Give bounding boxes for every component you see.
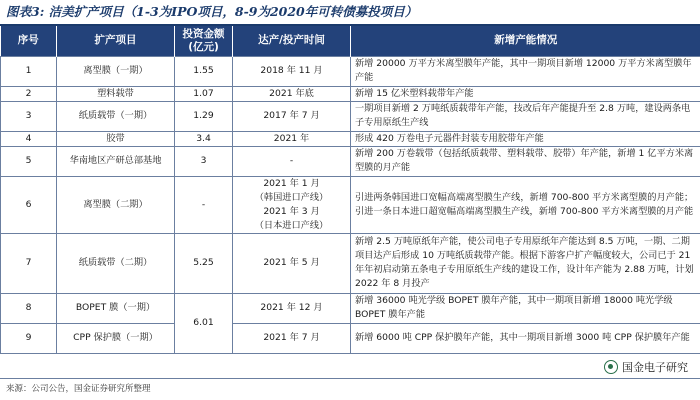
row-no: 3 [1, 101, 57, 131]
row-time [233, 233, 351, 293]
row-invest: 5.25 [175, 233, 233, 293]
row-time [233, 146, 351, 176]
row-project: 胶带 [57, 131, 175, 146]
time-line: 2018 年 11 月 [260, 65, 323, 76]
table-row [1, 131, 700, 146]
time-line: 2017 年 7 月 [263, 110, 320, 121]
row-no: 5 [1, 146, 57, 176]
row-capacity: 形成 420 万卷电子元器件封装专用胶带年产能 [351, 131, 700, 146]
time-line: （日本进口产线） [254, 219, 329, 231]
row-project: 华南地区产研总部基地 [57, 146, 175, 176]
row-capacity: 新增 6000 吨 CPP 保护膜年产能，其中一期项目新增 3000 吨 CPP 保护膜年产能 [351, 323, 700, 353]
row-time [233, 101, 351, 131]
row-invest: 1.29 [175, 101, 233, 131]
bottom-divider [0, 378, 700, 379]
row-time [233, 56, 351, 86]
row-project: 塑料载带 [57, 86, 175, 101]
table-title: 图表3: 洁美扩产项目（1-3为IPO项目，8-9为2020年可转债募投项目） [6, 4, 418, 19]
row-invest: 3 [175, 146, 233, 176]
row-invest: 1.07 [175, 86, 233, 101]
row-capacity: 新增 200 万卷载带（包括纸质载带、塑料载带、胶带）年产能，新增 1 亿平方米离型膜的月产能 [351, 146, 700, 176]
row-capacity: 新增 2.5 万吨原纸年产能，使公司电子专用原纸年产能达到 8.5 万吨，一期、二期项目达产后形成 10 万吨纸质载带产能。根据下游客户扩产幅度较大，公司已于 21 年年初启动第五条电子专用原纸生产线的建设工作，设计年产能为 2.88 万吨，计划 2022 年 8 月投产 [351, 233, 700, 293]
table-header-row [1, 26, 700, 56]
table-row [1, 146, 700, 176]
row-no: 4 [1, 131, 57, 146]
time-line: 2021 年 [273, 132, 310, 144]
header-time: 达产/投产时间 [233, 26, 351, 56]
row-capacity: 引进两条韩国进口宽幅高端离型膜生产线，新增 700-800 平方米离型膜的月产能；引进一条日本进口超宽幅高端离型膜生产线，新增 700-800 平方米离型膜的月产能 [351, 176, 700, 233]
header-invest: 投资金额 (亿元) [175, 26, 233, 56]
row-no: 9 [1, 323, 57, 353]
row-invest: - [175, 176, 233, 233]
table-row [1, 293, 700, 323]
header-no: 序号 [1, 26, 57, 56]
watermark-text: 国金电子研究 [622, 361, 688, 374]
table-row [1, 86, 700, 101]
table-row [1, 176, 700, 233]
row-no: 6 [1, 176, 57, 233]
source-note: 来源：公司公告，国金证券研究所整理 [6, 384, 151, 394]
table-row [1, 101, 700, 131]
row-project: 离型膜（一期） [57, 56, 175, 86]
row-time [233, 323, 351, 353]
row-time [233, 86, 351, 101]
time-line: 2021 年 5 月 [263, 257, 320, 268]
row-invest: 3.4 [175, 131, 233, 146]
wechat-icon [604, 360, 618, 374]
table-row [1, 323, 700, 353]
row-project: 纸质载带（一期） [57, 101, 175, 131]
time-line: 2021 年 12 月 [260, 302, 323, 313]
row-no: 1 [1, 56, 57, 86]
row-time [233, 131, 351, 146]
row-capacity: 一期项目新增 2 万吨纸质载带年产能，技改后年产能提升至 2.8 万吨，建设两条电子专用原纸生产线 [351, 101, 700, 131]
header-project: 扩产项目 [57, 26, 175, 56]
time-line: 2021 年 3 月 [263, 205, 320, 217]
time-line: （韩国进口产线） [254, 191, 329, 203]
table-row [1, 56, 700, 86]
row-time [233, 176, 351, 233]
watermark [600, 357, 692, 377]
row-no: 7 [1, 233, 57, 293]
time-line: - [289, 155, 294, 166]
row-no: 2 [1, 86, 57, 101]
expansion-projects-table [0, 26, 700, 354]
time-line: 2021 年 1 月 [263, 177, 320, 189]
row-capacity: 新增 36000 吨光学级 BOPET 膜年产能，其中一期项目新增 18000 吨光学级 BOPET 膜年产能 [351, 293, 700, 323]
row-no: 8 [1, 293, 57, 323]
row-capacity: 新增 15 亿米塑料载带年产能 [351, 86, 700, 101]
header-capacity: 新增产能情况 [351, 26, 700, 56]
time-line: 2021 年底 [269, 87, 314, 99]
row-time [233, 293, 351, 323]
row-project: 纸质载带（二期） [57, 233, 175, 293]
row-capacity: 新增 20000 万平方米离型膜年产能，其中一期项目新增 12000 万平方米离型膜年产能 [351, 56, 700, 86]
row-invest: 6.01 [175, 293, 233, 353]
row-project: 离型膜（二期） [57, 176, 175, 233]
row-project: BOPET 膜（一期） [57, 293, 175, 323]
table-row [1, 233, 700, 293]
time-line: 2021 年 7 月 [263, 332, 320, 343]
row-invest: 1.55 [175, 56, 233, 86]
row-project: CPP 保护膜（一期） [57, 323, 175, 353]
